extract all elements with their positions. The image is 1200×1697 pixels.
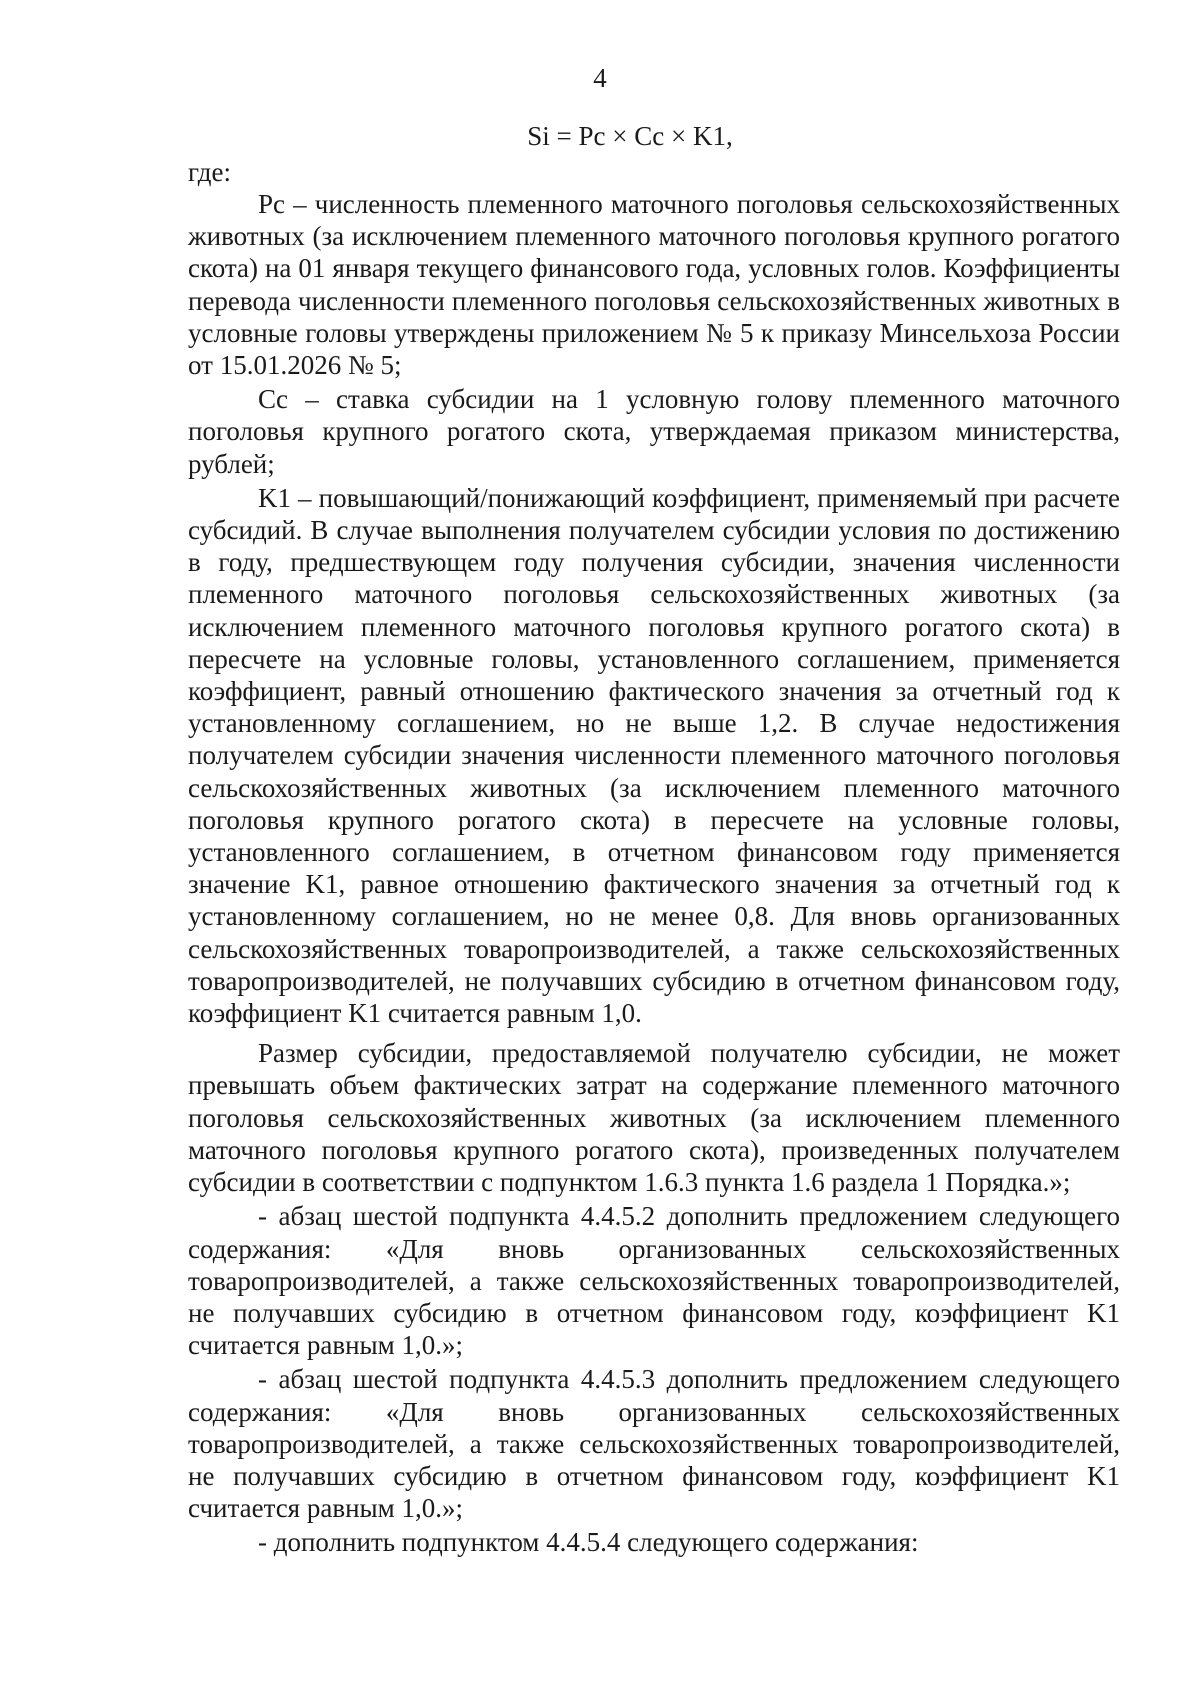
- subsidy-formula: Si = Pc × Cc × K1,: [527, 121, 733, 151]
- paragraph-k1-definition: K1 – повышающий/понижающий коэффициент, применяемый при расчете субсидий. В случае выполнения получателем субсидии условия по достижению в году, предшествующем году получения субсидии, значения численности племенного маточного поголовья сельскохозяйственных животных (за исключением племенного маточного поголовья крупного рогатого скота) в пересчете на условные головы, установленного соглашением, применяется коэффициент, равный отношению фактического значения за отчетный год к установленному соглашением, но не выше 1,2. В случае недостижения получателем субсидии значения численности племенного маточного поголовья сельскохозяйственных животных (за исключением племенного маточного поголовья крупного рогатого скота) в пересчете на условные головы, установленного соглашением, в отчетном финансовом году применяется значение K1, равное отношению фактического значения за отчетный год к установленному соглашением, но не менее 0,8. Для вновь организованных сельскохозяйственных товаропроизводителей, а также сельскохозяйственных товаропроизводителей, не получавших субсидию в отчетном финансовом году, коэффициент K1 считается равным 1,0.: [188, 482, 1120, 1029]
- page-number: 4: [593, 63, 607, 93]
- paragraph-amendment-4454: - дополнить подпунктом 4.4.5.4 следующего содержания:: [258, 1527, 919, 1558]
- paragraph-amendment-4452: - абзац шестой подпункта 4.4.5.2 дополнить предложением следующего содержания: «Для вновь организованных сельскохозяйственных товаропроизводителей, а также сельскохозяйственных товаропроизводителей, не получавших субсидию в отчетном финансовом году, коэффициент K1 считается равным 1,0.»;: [188, 1201, 1120, 1361]
- where-label: где:: [188, 157, 231, 187]
- paragraph-amendment-4453: - абзац шестой подпункта 4.4.5.3 дополнить предложением следующего содержания: «Для вновь организованных сельскохозяйственных товаропроизводителей, а также сельскохозяйственных товаропроизводителей, не получавших субсидию в отчетном финансовом году, коэффициент K1 считается равным 1,0.»;: [188, 1364, 1120, 1524]
- paragraph-pc-definition: Pc – численность племенного маточного поголовья сельскохозяйственных животных (за исключением племенного маточного поголовья крупного рогатого скота) на 01 января текущего финансового года, условных голов. Коэффициенты перевода численности племенного поголовья сельскохозяйственных животных в условные головы утверждены приложением № 5 к приказу Минсельхоза России от 15.01.2026 № 5;: [188, 189, 1120, 381]
- document-body: [188, 188, 1120, 1559]
- paragraph-subsidy-limit: Размер субсидии, предоставляемой получателю субсидии, не может превышать объем фактических затрат на содержание племенного маточного поголовья сельскохозяйственных животных (за исключением племенного маточного поголовья крупного рогатого скота), произведенных получателем субсидии в соответствии с подпунктом 1.6.3 пункта 1.6 раздела 1 Порядка.»;: [188, 1038, 1120, 1198]
- paragraph-cc-definition: Cc – ставка субсидии на 1 условную голову племенного маточного поголовья крупного рогатого скота, утверждаемая приказом министерства, рублей;: [188, 384, 1120, 479]
